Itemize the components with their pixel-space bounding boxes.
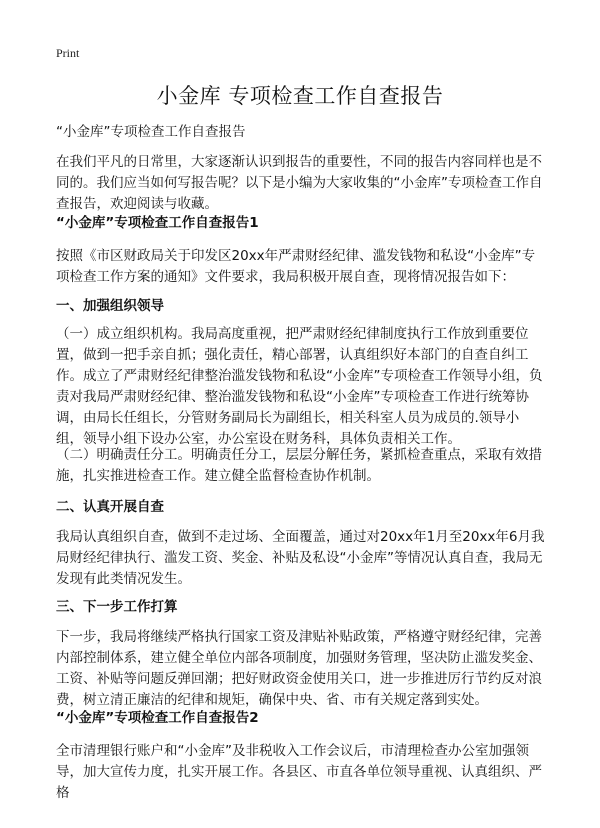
- section2-paragraph-1: 我局认真组织自查，做到不走过场、全面覆盖，通过对20xx年1月至20xx年6月我局财经纪律执行、滥发工资、奖金、补贴及私设“小金库”等情况认真自查，我局无发现有此类情况发生。: [56, 529, 545, 587]
- section3-heading: 三、下一步工作打算: [56, 599, 178, 615]
- section1-paragraph-1: （一）成立组织机构。我局高度重视，把严肃财经纪律制度执行工作放到重要位置，做到一把手亲自抓；强化责任，精心部署，认真组织好本部门的自查自纠工作。成立了严肃财经纪律整治滥发钱物和私设“小金库”专项检查工作领导小组，负责对我局严肃财经纪律、整治滥发钱物和私设“小金库”专项检查工作进行统筹协调，由局长任组长，分管财务副局长为副组长，相关科室人员为成员的.领导小组，领导小组下设办公室，办公室设在财务科，具体负责相关工作。: [56, 326, 543, 447]
- report1-lead-paragraph: 按照《市区财政局关于印发区20xx年严肃财经纪律、滥发钱物和私设“小金库”专项检查工作方案的通知》文件要求，我局积极开展自查，现将情况报告如下：: [56, 248, 536, 285]
- document-subtitle: “小金库”专项检查工作自查报告: [56, 124, 246, 140]
- report2-lead-paragraph: 全市清理银行账户和“小金库”及非税收入工作会议后，市清理检查办公室加强领导，加大宣传力度，扎实开展工作。各县区、市直各单位领导重视、认真组织、严格: [56, 743, 542, 801]
- section1-paragraph-2: （二）明确责任分工。明确责任分工，层层分解任务，紧抓检查重点，采取有效措施，扎实推进检查工作。建立健全监督检查协作机制。: [56, 447, 542, 484]
- report2-heading: “小金库”专项检查工作自查报告2: [56, 710, 259, 726]
- document-title: 小金库 专项检查工作自查报告: [156, 84, 444, 108]
- section2-heading: 二、认真开展自查: [56, 499, 164, 515]
- section3-paragraph-1: 下一步，我局将继续严格执行国家工资及津贴补贴政策，严格遵守财经纪律，完善内部控制体系，建立健全单位内部各项制度，加强财务管理，坚决防止滥发奖金、工资、补贴等问题反弹回潮；把好财政资金使用关口，进一步推进厉行节约反对浪费，树立清正廉洁的纪律和规矩，确保中央、省、市有关规定落到实处。: [56, 629, 542, 708]
- report1-heading: “小金库”专项检查工作自查报告1: [56, 215, 259, 231]
- section1-heading: 一、加强组织领导: [56, 298, 164, 314]
- intro-paragraph: 在我们平凡的日常里，大家逐渐认识到报告的重要性，不同的报告内容同样也是不同的。我们应当如何写报告呢？以下是小编为大家收集的“小金库”专项检查工作自查报告，欢迎阅读与收藏。: [56, 154, 543, 212]
- print-label[interactable]: Print: [56, 46, 80, 60]
